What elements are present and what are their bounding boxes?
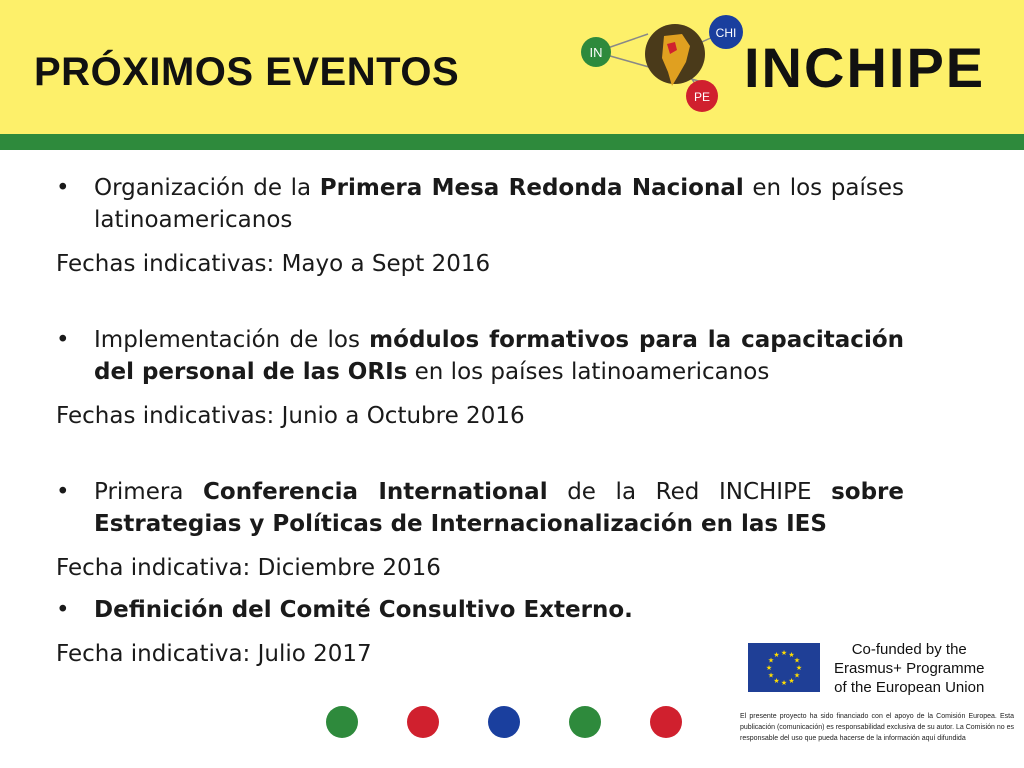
event-text-bold: Definición del Comité Consultivo Externo. bbox=[94, 597, 633, 623]
eu-star: ★ bbox=[765, 665, 773, 672]
event-text: de la Red INCHIPE bbox=[547, 479, 832, 505]
eu-line-2: Erasmus+ Programme bbox=[834, 660, 985, 677]
event-item bbox=[56, 476, 904, 540]
event-text: Implementación de los bbox=[94, 327, 370, 353]
inchipe-wordmark: INCHIPE bbox=[744, 36, 986, 99]
node-pe-label: PE bbox=[693, 90, 711, 104]
erasmus-cofunded-text bbox=[834, 640, 984, 697]
eu-star: ★ bbox=[773, 652, 780, 660]
event-item bbox=[56, 324, 904, 388]
event-list bbox=[56, 172, 904, 670]
event-text-bold: módulos formativos para la capacitación del personal de las ORIs bbox=[94, 327, 905, 385]
eu-star: ★ bbox=[767, 672, 775, 680]
decorative-dot bbox=[650, 706, 682, 738]
page-title: PRÓXIMOS EVENTOS bbox=[34, 50, 460, 94]
event-item bbox=[56, 172, 904, 236]
eu-disclaimer: El presente proyecto ha sido financiado con el apoyo de la Comisión Europea. Esta publicación (comunicación) es responsabilidad exclusiva de su autor. La Comisión no es responsable del uso que pueda hacerse de la información aquí difundida bbox=[740, 713, 1014, 742]
event-text-bold: sobre Estrategias y Políticas de Internacionalización en las IES bbox=[94, 479, 904, 537]
event-text: Primera bbox=[94, 479, 204, 505]
event-date: Fecha indicativa: Julio 2017 bbox=[56, 641, 372, 667]
eu-line-3: of the European Union bbox=[834, 679, 985, 696]
event-text-bold: Primera Mesa Redonda Nacional bbox=[319, 175, 744, 201]
event-date: Fecha indicativa: Diciembre 2016 bbox=[56, 555, 441, 581]
node-chi-label: CHI bbox=[715, 26, 737, 40]
eu-line-1: Co-funded by the bbox=[851, 641, 967, 658]
event-date: Fechas indicativas: Mayo a Sept 2016 bbox=[56, 251, 491, 277]
event-text-bold: Conferencia International bbox=[203, 479, 548, 505]
eu-star: ★ bbox=[780, 680, 788, 687]
decorative-dot bbox=[407, 706, 439, 738]
event-item bbox=[56, 594, 904, 626]
event-text: en los países latinoamericanos bbox=[94, 175, 904, 233]
event-text: Organización de la bbox=[94, 175, 320, 201]
decorative-dot bbox=[569, 706, 601, 738]
node-in-label: IN bbox=[589, 45, 603, 60]
eu-star: ★ bbox=[788, 652, 795, 660]
eu-star: ★ bbox=[793, 672, 801, 680]
event-text: en los países latinoamericanos bbox=[407, 359, 770, 385]
eu-star: ★ bbox=[767, 657, 775, 665]
eu-star: ★ bbox=[773, 677, 780, 685]
decorative-dot bbox=[326, 706, 358, 738]
event-date: Fechas indicativas: Junio a Octubre 2016 bbox=[56, 403, 525, 429]
eu-star: ★ bbox=[788, 677, 795, 685]
eu-star: ★ bbox=[795, 665, 803, 672]
header-divider-bar bbox=[0, 134, 1024, 150]
eu-star: ★ bbox=[793, 657, 801, 665]
decorative-dot bbox=[488, 706, 520, 738]
eu-flag-icon bbox=[748, 643, 820, 692]
eu-star: ★ bbox=[780, 650, 788, 657]
